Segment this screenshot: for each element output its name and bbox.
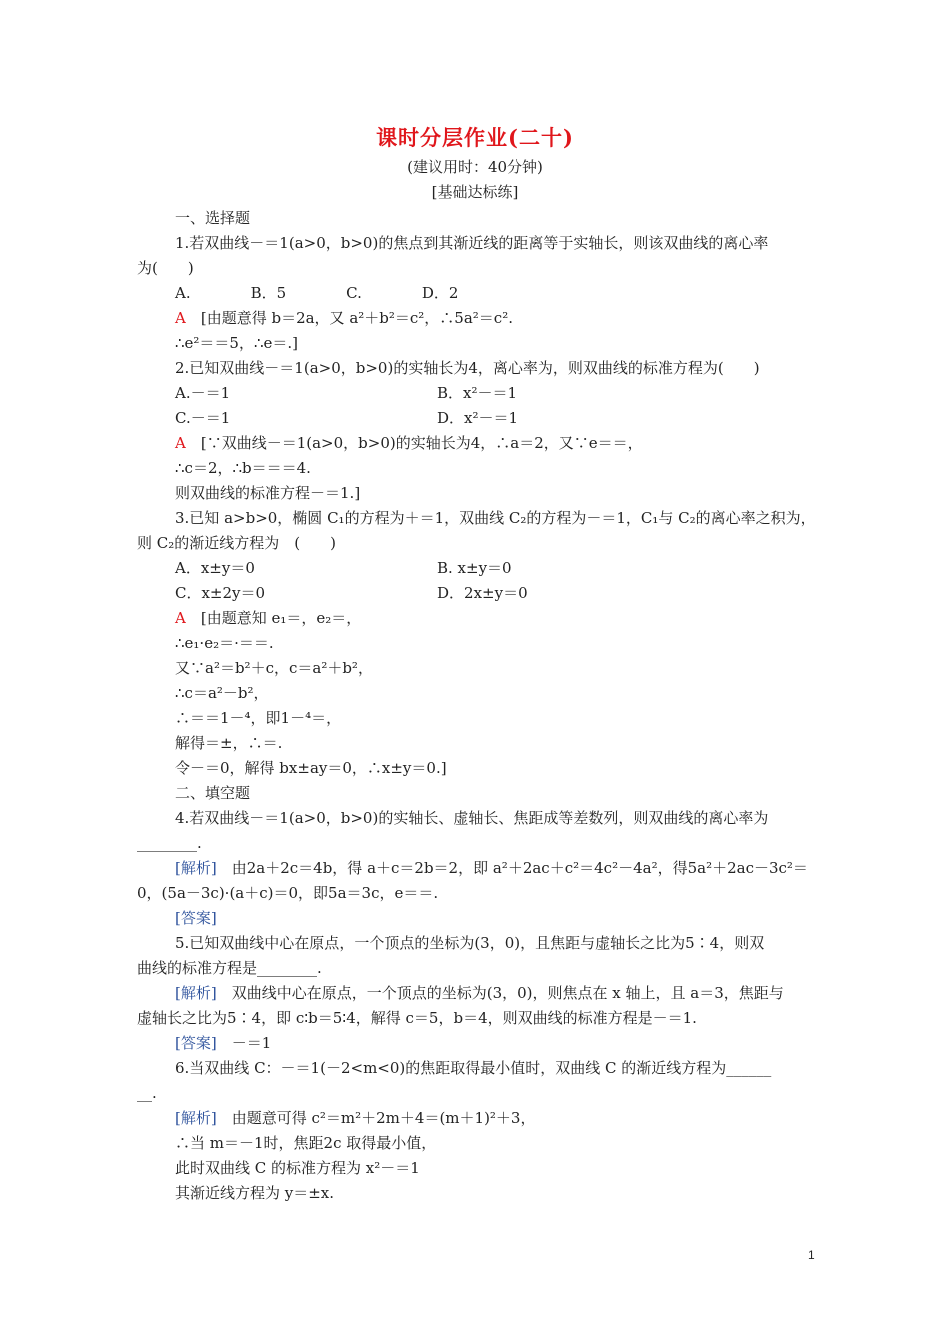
page-number: 1 (808, 1248, 815, 1262)
line-text: －＝1 (216, 1034, 272, 1052)
text-line: C.－＝1 (175, 409, 231, 427)
text-line: 0，(5a－3c)·(a＋c)＝0，即5a＝3c，e＝＝. (137, 884, 439, 902)
page-title: 课时分层作业(二十) (376, 125, 574, 150)
text-line: 1.若双曲线－＝1(a>0，b>0)的焦点到其渐近线的距离等于实轴长，则该双曲线的离心率 (175, 234, 769, 252)
answer-key: A (175, 609, 186, 627)
text-line: 6.当双曲线 C：－＝1(－2<m<0)的焦距取得最小值时，双曲线 C 的渐近线方程为______ (175, 1059, 772, 1077)
answer-key: A (175, 434, 186, 452)
text-line (175, 608, 361, 628)
line-text: [由题意知 e₁＝，e₂＝， (185, 609, 362, 627)
text-line (175, 858, 808, 878)
subtitle: (建议用时：40分钟) (407, 158, 543, 176)
line-text: [由题意得 b＝2a，又 a²＋b²＝c²，∴5a²＝c². (185, 309, 513, 327)
text-line (175, 983, 784, 1003)
text-line: D．x²－＝1 (437, 409, 519, 427)
text-line: D．2x±y＝0 (437, 584, 528, 602)
text-line: 3.已知 a>b>0，椭圆 C₁的方程为＋＝1，双曲线 C₂的方程为－＝1，C₁与 C₂的离心率之积为， (175, 509, 816, 527)
text-line: B．x²－＝1 (437, 384, 518, 402)
line-text: 由题意可得 c²＝m²＋2m＋4＝(m＋1)²＋3， (216, 1109, 536, 1127)
text-line: ∴c＝2，∴b＝＝＝4. (175, 459, 311, 477)
text-line (175, 1033, 271, 1053)
answer-key: A (175, 309, 186, 327)
section-label: [答案] (175, 909, 217, 927)
text-line: __. (137, 1084, 157, 1102)
text-line: A.－＝1 (175, 384, 231, 402)
text-line: 则双曲线的标准方程－＝1.] (175, 484, 361, 502)
line-text: [∵双曲线－＝1(a>0，b>0)的实轴长为4，∴a＝2，又∵e＝＝， (185, 434, 643, 452)
text-line: 曲线的标准方程是________. (137, 959, 322, 977)
text-line: A．x±y＝0 (175, 559, 255, 577)
section-label: [解析] (175, 859, 217, 877)
text-line: 2.已知双曲线－＝1(a>0，b>0)的实轴长为4，离心率为，则双曲线的标准方程为( ) (175, 359, 760, 377)
text-line (175, 908, 217, 928)
text-line: ∴当 m＝－1时，焦距2c 取得最小值， (175, 1134, 437, 1152)
text-line: A. B．5 C. D．2 (175, 284, 459, 302)
text-line: 二、填空题 (175, 784, 251, 802)
section-label: [解析] (175, 1109, 217, 1127)
text-line: 又∵a²＝b²＋c，c＝a²＋b²， (175, 659, 373, 677)
text-line: ∴e²＝＝5，∴e＝.] (175, 334, 299, 352)
text-line: ∴＝＝1－⁴，即1－⁴＝， (175, 709, 342, 727)
text-line: B. x±y＝0 (437, 559, 512, 577)
section-label: [答案] (175, 1034, 217, 1052)
text-line: ∴e₁·e₂＝·＝＝. (175, 634, 274, 652)
text-line: 一、选择题 (175, 209, 251, 227)
line-text: 双曲线中心在原点，一个顶点的坐标为(3，0)，则焦点在 x 轴上，且 a＝3，焦距与 (216, 984, 784, 1002)
text-line: 解得＝±，∴＝. (175, 734, 283, 752)
text-line: 令－＝0，解得 bx±ay＝0，∴x±y＝0.] (175, 759, 447, 777)
text-line (175, 433, 643, 453)
text-line: 则 C₂的渐近线方程为 ( ) (137, 534, 336, 552)
section-label: [解析] (175, 984, 217, 1002)
text-line: 4.若双曲线－＝1(a>0，b>0)的实轴长、虚轴长、焦距成等差数列，则双曲线的离心率为 (175, 809, 769, 827)
text-line (175, 1108, 535, 1128)
text-line (175, 308, 513, 328)
text-line: 5.已知双曲线中心在原点，一个顶点的坐标为(3，0)，且焦距与虚轴长之比为5∶4，则双 (175, 934, 765, 952)
text-line: 此时双曲线 C 的标准方程为 x²－＝1 (175, 1159, 420, 1177)
line-text: 由2a＋2c＝4b，得 a＋c＝2b＝2，即 a²＋2ac＋c²＝4c²－4a²，得5a²＋2ac－3c²＝ (216, 859, 808, 877)
text-line: ________. (137, 834, 202, 852)
text-line: 其渐近线方程为 y＝±x. (175, 1184, 335, 1202)
text-line: C．x±2y＝0 (175, 584, 266, 602)
text-line: 虚轴长之比为5∶4，即 c∶b＝5∶4，解得 c＝5，b＝4，则双曲线的标准方程是－＝1. (137, 1009, 697, 1027)
text-line: ∴c＝a²－b²， (175, 684, 269, 702)
section-tag: [基础达标练] (431, 183, 519, 201)
text-line: 为( ) (137, 259, 194, 277)
